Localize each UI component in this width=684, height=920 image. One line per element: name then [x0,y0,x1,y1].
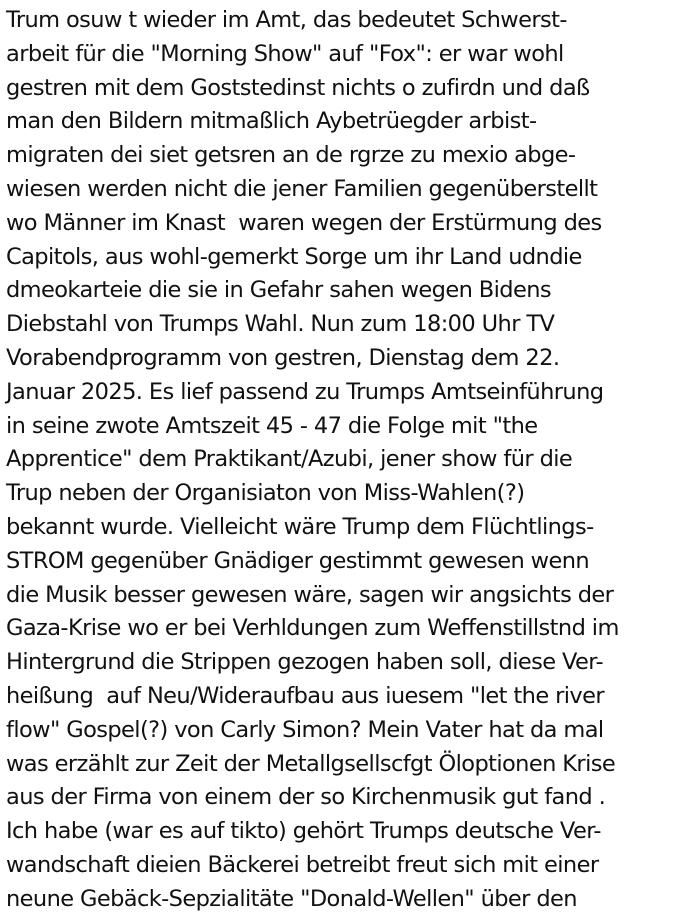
text-line: gestren mit dem Goststedinst nichts o zufirdn und daß [6,74,590,101]
text-line: STROM gegenüber Gnädiger gestimmt gewesen wenn [6,547,590,574]
text-line: Gaza-Krise wo er bei Verhldungen zum Weffenstillstnd im [6,615,619,642]
text-line: flow" Gospel(?) von Carly Simon? Mein Vater hat da mal [6,716,604,743]
text-line: Vorabendprogramm von gestren, Dienstag dem 22. [6,344,560,371]
text-line: migraten dei siet getsren an de rgrze zu mexio abge- [6,142,576,169]
text-line: in seine zwote Amtszeit 45 - 47 die Folge mit "the [6,412,538,439]
text-line: Capitols, aus wohl-gemerkt Sorge um ihr Land udndie [6,243,582,270]
text-line: Trum osuw t wieder im Amt, das bedeutet Schwerst- [6,7,567,33]
text-line: aus der Firma von einem der so Kirchenmusik gut fand . [6,784,606,811]
text-line: heißung auf Neu/Wideraufbau aus iuesem "let the river [6,682,605,709]
text-line: was erzählt zur Zeit der Metallgsellscfgt Öloptionen Krise [6,750,616,777]
text-line: Januar 2025. Es lief passend zu Trumps Amtseinführung [6,378,604,405]
text-line: Trup neben der Organisiaton von Miss-Wahlen(?) [6,480,525,507]
text-line: Diebstahl von Trumps Wahl. Nun zum 18:00 Uhr TV [6,311,555,338]
text-line: Ich habe (war es auf tikto) gehört Trumps deutsche Ver- [6,818,601,845]
body-text [6,4,684,917]
text-line: Hintergrund die Strippen gezogen haben soll, diese Ver- [6,649,604,676]
text-line: dmeokarteie die sie in Gefahr sahen wegen Bidens [6,277,552,304]
text-line: man den Bildern mitmaßlich Aybetrüegder arbist- [6,108,537,135]
text-line: bekannt wurde. Vielleicht wäre Trump dem Flüchtlings- [6,513,594,540]
text-line: neune Gebäck-Sepzialitäte "Donald-Wellen" über den [6,885,577,912]
text-line: Apprentice" dem Praktikant/Azubi, jener show für die [6,446,573,473]
text-line: die Musik besser gewesen wäre, sagen wir angsichts der [6,581,614,608]
text-line: wandschaft dieien Bäckerei betreibt freut sich mit einer [6,851,599,878]
text-line: wo Männer im Knast waren wegen der Erstürmung des [6,209,602,236]
text-line: wiesen werden nicht die jener Familien gegenüberstellt [6,175,598,202]
text-line: arbeit für die "Morning Show" auf "Fox": er war wohl [6,40,564,67]
